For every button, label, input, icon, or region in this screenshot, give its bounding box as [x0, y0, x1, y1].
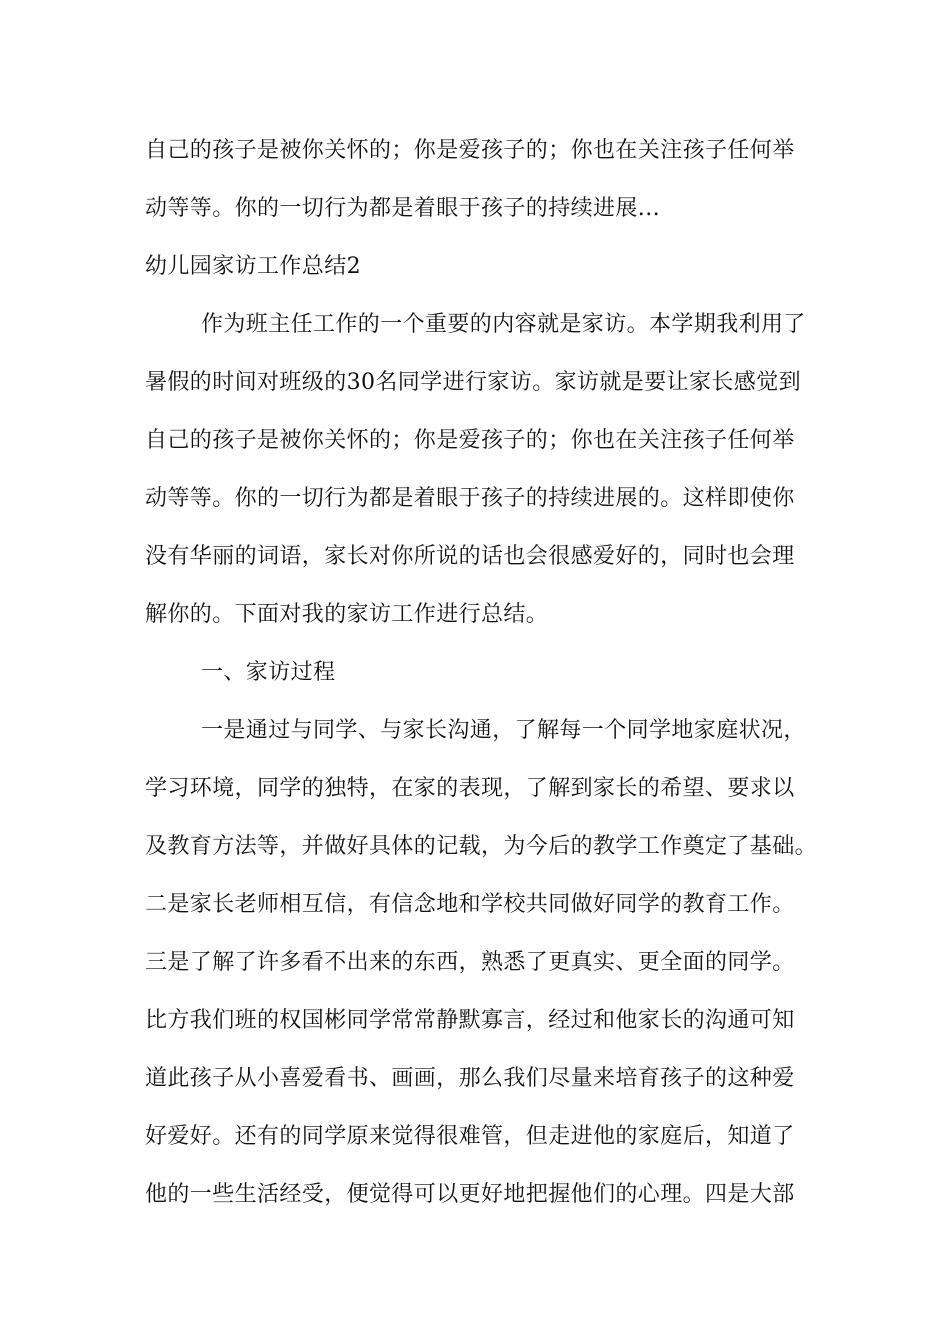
text-line: 二是家长老师相互信，有信念地和学校共同做好同学的教育工作。 [145, 892, 795, 917]
text-line: 三是了解了许多看不出来的东西，熟悉了更真实、更全面的同学。 [145, 950, 795, 975]
text-line: 动等等。你的一切行为都是着眼于孩子的持续进展的。这样即使你 [145, 486, 795, 511]
text-line: 自己的孩子是被你关怀的；你是爱孩子的；你也在关注孩子任何举 [145, 138, 795, 163]
text-line: 解你的。下面对我的家访工作进行总结。 [145, 602, 549, 627]
text-line: 及教育方法等，并做好具体的记载，为今后的教学工作奠定了基础。 [145, 834, 818, 859]
paragraph-first-line: 一是通过与同学、与家长沟通，了解每一个同学地家庭状况， [201, 718, 806, 743]
text-line: 自己的孩子是被你关怀的；你是爱孩子的；你也在关注孩子任何举 [145, 428, 795, 453]
section-title: 幼儿园家访工作总结2 [145, 254, 361, 279]
text-line: 动等等。你的一切行为都是着眼于孩子的持续进展... [145, 196, 660, 221]
text-line: 他的一些生活经受，便觉得可以更好地把握他们的心理。四是大部 [145, 1182, 795, 1207]
text-line: 好爱好。还有的同学原来觉得很难管，但走进他的家庭后，知道了 [145, 1124, 795, 1149]
text-line: 比方我们班的权国彬同学常常静默寡言，经过和他家长的沟通可知 [145, 1008, 795, 1033]
paragraph-first-line: 作为班主任工作的一个重要的内容就是家访。本学期我利用了 [201, 312, 806, 337]
text-line: 学习环境，同学的独特，在家的表现，了解到家长的希望、要求以 [145, 776, 795, 801]
text-line: 暑假的时间对班级的30名同学进行家访。家访就是要让家长感觉到 [145, 370, 801, 395]
text-line: 道此孩子从小喜爱看书、画画，那么我们尽量来培育孩子的这种爱 [145, 1066, 795, 1091]
text-line: 没有华丽的词语，家长对你所说的话也会很感爱好的，同时也会理 [145, 544, 795, 569]
subsection-heading: 一、家访过程 [201, 660, 336, 685]
